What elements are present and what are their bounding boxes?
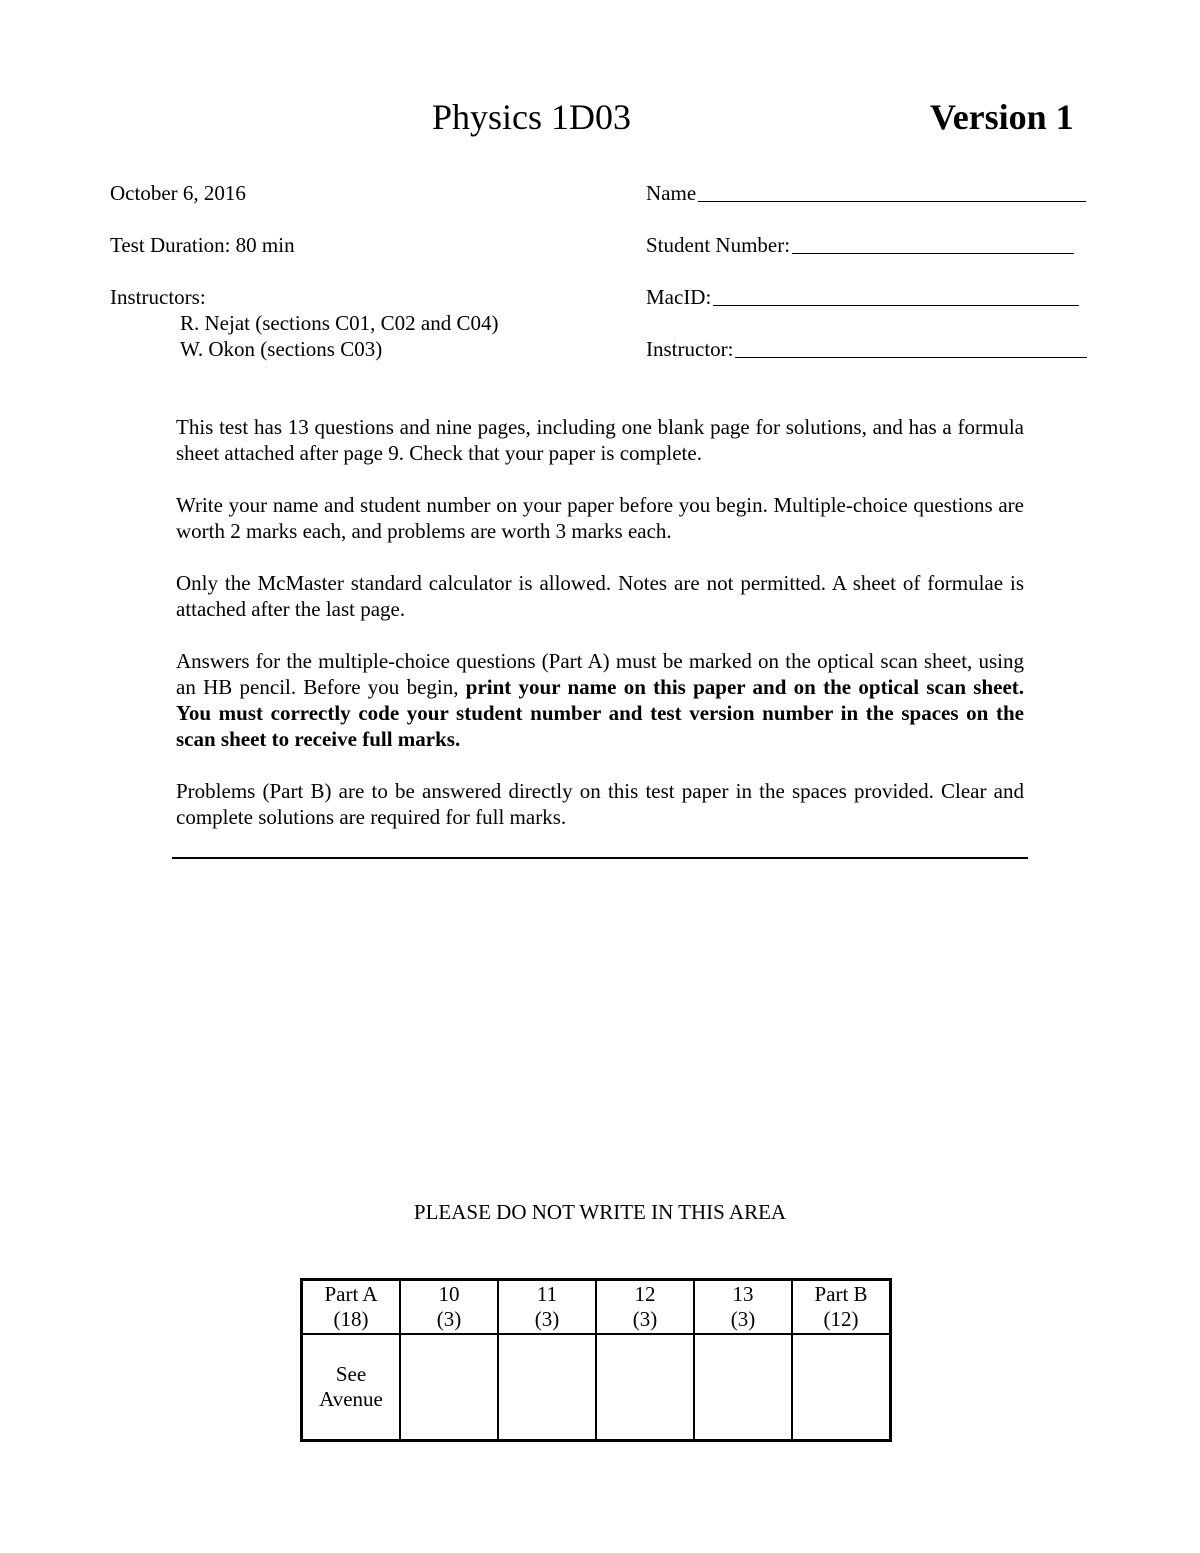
- instructors-label: Instructors:: [110, 285, 206, 309]
- do-not-write-notice: PLEASE DO NOT WRITE IN THIS AREA: [413, 1200, 787, 1224]
- macid-line[interactable]: [713, 305, 1079, 306]
- test-duration: Test Duration: 80 min: [110, 233, 295, 257]
- table-row: [302, 1280, 891, 1335]
- name-line[interactable]: [698, 201, 1086, 202]
- table-header-cell: 10 (3): [400, 1280, 498, 1335]
- instructions-paragraph: [176, 648, 1024, 752]
- table-row: [302, 1334, 891, 1441]
- divider: [172, 857, 1028, 859]
- instructor-field[interactable]: [646, 337, 1087, 362]
- instructor-2: W. Okon (sections C03): [180, 337, 383, 361]
- instructions-paragraph: This test has 13 questions and nine pages, including one blank page for solutions, and has a formula sheet attached after page 9. Check that your paper is complete.: [176, 415, 1024, 465]
- macid-label: MacID:: [646, 285, 712, 309]
- table-header-cell: 11 (3): [498, 1280, 596, 1335]
- instructor-1: R. Nejat (sections C01, C02 and C04): [180, 311, 499, 335]
- table-header-cell: 12 (3): [596, 1280, 694, 1335]
- exam-date: October 6, 2016: [110, 181, 246, 205]
- student-number-field[interactable]: [646, 233, 1074, 258]
- table-cell: [498, 1334, 596, 1441]
- table-header-cell: 13 (3): [694, 1280, 792, 1335]
- name-label: Name: [646, 181, 697, 205]
- table-cell: [792, 1334, 891, 1441]
- name-field[interactable]: [646, 181, 1086, 206]
- table-header-cell: Part B (12): [792, 1280, 891, 1335]
- instructors-block: [110, 284, 498, 362]
- macid-field[interactable]: [646, 285, 1079, 310]
- marks-table: [300, 1278, 892, 1442]
- instructions-paragraph: Problems (Part B) are to be answered directly on this test paper in the spaces provided. Clear and complete solutions are required for full marks.: [176, 779, 1024, 829]
- table-cell: [400, 1334, 498, 1441]
- instructions-emphasis: print your name on this paper and on the optical scan sheet. You must correctly code your student number and test version number in the spaces on the scan sheet to receive full marks.: [176, 675, 1025, 751]
- student-number-label: Student Number:: [646, 233, 791, 257]
- instructor-label: Instructor:: [646, 337, 734, 361]
- table-cell: [596, 1334, 694, 1441]
- table-header-cell: Part A (18): [302, 1280, 401, 1335]
- instructions-paragraph: Write your name and student number on your paper before you begin. Multiple-choice questions are worth 2 marks each, and problems are worth 3 marks each.: [176, 493, 1024, 543]
- instructions-text: Answers for the multiple-choice questions (Part A) must be marked on the optical scan sheet, using an HB pencil. Before you begin,: [176, 649, 1024, 699]
- table-cell: [694, 1334, 792, 1441]
- exam-version: Version 1: [930, 97, 1074, 137]
- instructions: [176, 414, 1024, 856]
- instructor-line[interactable]: [735, 357, 1087, 358]
- instructions-paragraph: Only the McMaster standard calculator is allowed. Notes are not permitted. A sheet of formulae is attached after the last page.: [176, 571, 1024, 621]
- exam-title: Physics 1D03: [432, 97, 632, 137]
- student-number-line[interactable]: [792, 253, 1074, 254]
- table-cell: See Avenue: [302, 1334, 401, 1441]
